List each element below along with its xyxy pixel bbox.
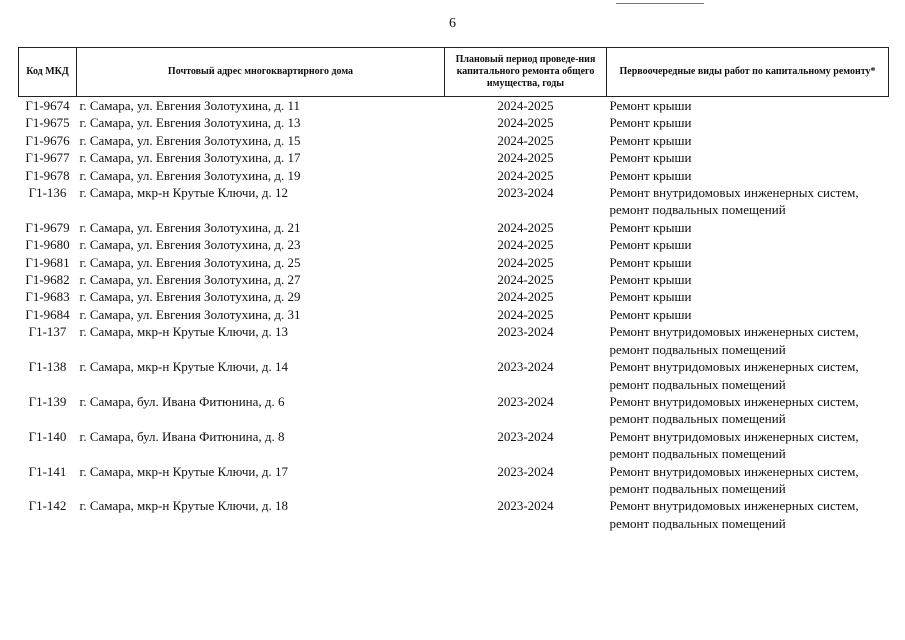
address-cell: г. Самара, бул. Ивана Фитюнина, д. 8 xyxy=(79,428,285,444)
address-cell: г. Самара, мкр-н Крутые Ключи, д. 17 xyxy=(79,463,288,479)
period-cell: 2023-2024 xyxy=(497,498,554,514)
works-line: Ремонт внутридомовых инженерных систем, xyxy=(609,428,859,444)
works-cell xyxy=(607,288,889,305)
works-cell xyxy=(607,306,889,323)
works-line: ремонт подвальных помещений xyxy=(609,515,786,531)
address-cell: г. Самара, ул. Евгения Золотухина, д. 25 xyxy=(79,254,301,270)
works-line: Ремонт крыши xyxy=(609,132,692,148)
header-address: Почтовый адрес многоквартирного дома xyxy=(77,48,445,97)
works-line: Ремонт крыши xyxy=(609,306,692,322)
works-line: ремонт подвальных помещений xyxy=(609,411,786,427)
works-line: Ремонт внутридомовых инженерных систем, xyxy=(609,498,859,514)
table-row xyxy=(19,132,889,149)
period-cell: 2024-2025 xyxy=(497,150,554,166)
address-cell: г. Самара, мкр-н Крутые Ключи, д. 18 xyxy=(79,498,288,514)
period-cell: 2024-2025 xyxy=(497,237,554,253)
mkd-code-cell: Г1-9679 xyxy=(25,219,70,235)
table-row xyxy=(19,184,889,219)
works-cell xyxy=(607,428,889,463)
table-row xyxy=(19,167,889,184)
table-row xyxy=(19,393,889,428)
table-header-row xyxy=(19,48,889,97)
period-cell: 2024-2025 xyxy=(497,132,554,148)
works-line: Ремонт внутридомовых инженерных систем, xyxy=(609,359,859,375)
repair-table xyxy=(18,47,889,532)
mkd-code-cell: Г1-9680 xyxy=(25,237,70,253)
works-cell xyxy=(607,114,889,131)
address-cell: г. Самара, мкр-н Крутые Ключи, д. 12 xyxy=(79,185,288,201)
period-cell: 2024-2025 xyxy=(497,167,554,183)
address-cell: г. Самара, ул. Евгения Золотухина, д. 27 xyxy=(79,272,301,288)
works-cell xyxy=(607,167,889,184)
works-line: Ремонт внутридомовых инженерных систем, xyxy=(609,393,859,409)
address-cell: г. Самара, мкр-н Крутые Ключи, д. 13 xyxy=(79,324,288,340)
mkd-code-cell: Г1-137 xyxy=(28,324,67,340)
works-line: Ремонт крыши xyxy=(609,289,692,305)
mkd-code-cell: Г1-139 xyxy=(28,393,67,409)
works-cell xyxy=(607,323,889,358)
period-cell: 2023-2024 xyxy=(497,428,554,444)
period-cell: 2023-2024 xyxy=(497,359,554,375)
works-cell xyxy=(607,254,889,271)
period-cell: 2024-2025 xyxy=(497,306,554,322)
mkd-code-cell: Г1-136 xyxy=(28,185,67,201)
header-code: Код МКД xyxy=(19,48,77,97)
works-line: ремонт подвальных помещений xyxy=(609,341,786,357)
works-line: Ремонт крыши xyxy=(609,254,692,270)
table-row xyxy=(19,236,889,253)
table-body xyxy=(19,97,889,533)
address-cell: г. Самара, ул. Евгения Золотухина, д. 29 xyxy=(79,289,301,305)
header-period: Плановый период проведе-ния капитального ремонта общего имущества, годы xyxy=(445,48,607,97)
period-cell: 2024-2025 xyxy=(497,115,554,131)
mkd-code-cell: Г1-9683 xyxy=(25,289,70,305)
address-cell: г. Самара, ул. Евгения Золотухина, д. 23 xyxy=(79,237,301,253)
address-cell: г. Самара, ул. Евгения Золотухина, д. 21 xyxy=(79,219,301,235)
works-line: Ремонт крыши xyxy=(609,98,692,113)
works-cell xyxy=(607,97,889,115)
works-line: Ремонт внутридомовых инженерных систем, xyxy=(609,324,859,340)
works-cell xyxy=(607,358,889,393)
works-cell xyxy=(607,271,889,288)
address-cell: г. Самара, мкр-н Крутые Ключи, д. 14 xyxy=(79,359,288,375)
mkd-code-cell: Г1-9684 xyxy=(25,306,70,322)
table-row xyxy=(19,271,889,288)
mkd-code-cell: Г1-141 xyxy=(28,463,67,479)
table-row xyxy=(19,114,889,131)
period-cell: 2023-2024 xyxy=(497,393,554,409)
works-cell xyxy=(607,463,889,498)
table-row xyxy=(19,149,889,166)
mkd-code-cell: Г1-9682 xyxy=(25,272,70,288)
table-row xyxy=(19,97,889,115)
works-line: ремонт подвальных помещений xyxy=(609,202,786,218)
table-row xyxy=(19,323,889,358)
table-row xyxy=(19,463,889,498)
table-row xyxy=(19,254,889,271)
address-cell: г. Самара, ул. Евгения Золотухина, д. 15 xyxy=(79,132,301,148)
mkd-code-cell: Г1-9681 xyxy=(25,254,70,270)
address-cell: г. Самара, ул. Евгения Золотухина, д. 11 xyxy=(79,98,301,113)
works-cell xyxy=(607,497,889,532)
period-cell: 2024-2025 xyxy=(497,289,554,305)
address-cell: г. Самара, ул. Евгения Золотухина, д. 31 xyxy=(79,306,301,322)
mkd-code-cell: Г1-9674 xyxy=(25,98,70,113)
period-cell: 2024-2025 xyxy=(497,98,554,113)
mkd-code-cell: Г1-9677 xyxy=(25,150,70,166)
works-line: Ремонт внутридомовых инженерных систем, xyxy=(609,463,859,479)
address-cell: г. Самара, ул. Евгения Золотухина, д. 17 xyxy=(79,150,301,166)
works-cell xyxy=(607,132,889,149)
period-cell: 2024-2025 xyxy=(497,272,554,288)
mkd-code-cell: Г1-9678 xyxy=(25,167,70,183)
mkd-code-cell: Г1-142 xyxy=(28,498,67,514)
address-cell: г. Самара, ул. Евгения Золотухина, д. 13 xyxy=(79,115,301,131)
period-cell: 2023-2024 xyxy=(497,185,554,201)
mkd-code-cell: Г1-140 xyxy=(28,428,67,444)
works-line: ремонт подвальных помещений xyxy=(609,480,786,496)
period-cell: 2023-2024 xyxy=(497,463,554,479)
table-row xyxy=(19,358,889,393)
address-cell: г. Самара, бул. Ивана Фитюнина, д. 6 xyxy=(79,393,285,409)
period-cell: 2024-2025 xyxy=(497,254,554,270)
works-line: ремонт подвальных помещений xyxy=(609,446,786,462)
works-cell xyxy=(607,236,889,253)
address-cell: г. Самара, ул. Евгения Золотухина, д. 19 xyxy=(79,167,301,183)
period-cell: 2024-2025 xyxy=(497,219,554,235)
table-row xyxy=(19,219,889,236)
top-rule xyxy=(616,3,704,4)
works-line: Ремонт крыши xyxy=(609,115,692,131)
mkd-code-cell: Г1-9676 xyxy=(25,132,70,148)
works-cell xyxy=(607,184,889,219)
works-line: Ремонт внутридомовых инженерных систем, xyxy=(609,185,859,201)
works-line: Ремонт крыши xyxy=(609,167,692,183)
works-line: ремонт подвальных помещений xyxy=(609,376,786,392)
works-line: Ремонт крыши xyxy=(609,219,692,235)
period-cell: 2023-2024 xyxy=(497,324,554,340)
table-row xyxy=(19,288,889,305)
works-cell xyxy=(607,149,889,166)
works-line: Ремонт крыши xyxy=(609,237,692,253)
works-cell xyxy=(607,219,889,236)
table-row xyxy=(19,306,889,323)
page-number: 6 xyxy=(449,16,456,31)
table-row xyxy=(19,428,889,463)
works-line: Ремонт крыши xyxy=(609,272,692,288)
mkd-code-cell: Г1-138 xyxy=(28,359,67,375)
works-line: Ремонт крыши xyxy=(609,150,692,166)
table-row xyxy=(19,497,889,532)
works-cell xyxy=(607,393,889,428)
header-works: Первоочередные виды работ по капитальному ремонту* xyxy=(607,48,889,97)
mkd-code-cell: Г1-9675 xyxy=(25,115,70,131)
